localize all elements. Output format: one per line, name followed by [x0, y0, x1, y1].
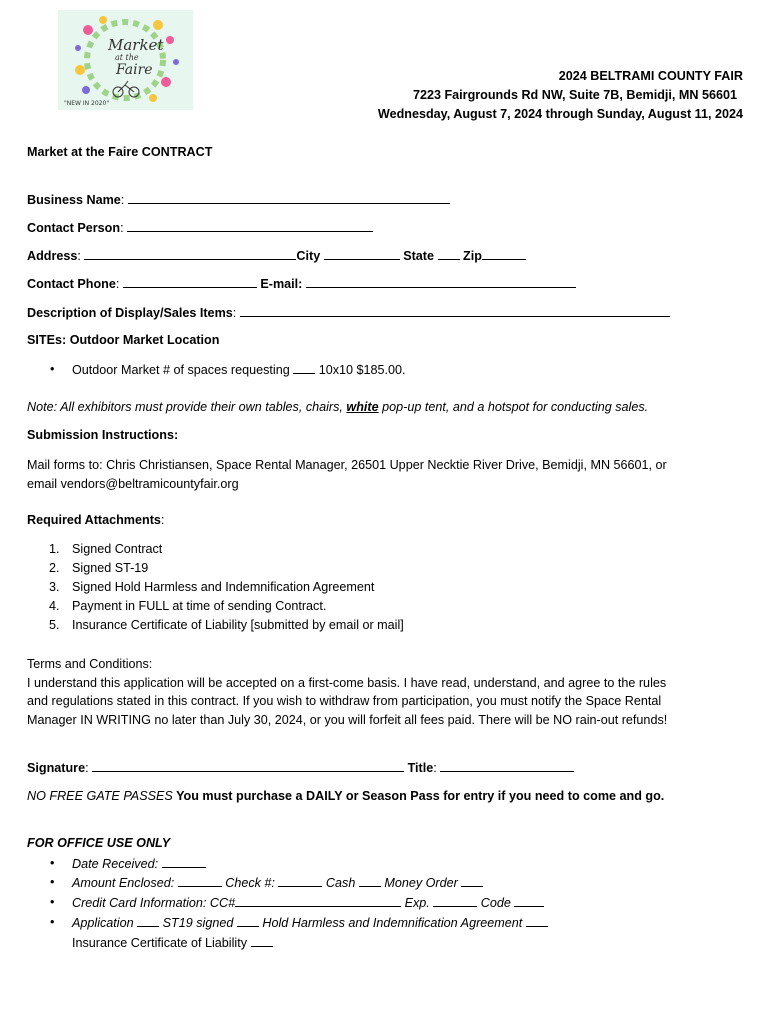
- st19-signed-blank[interactable]: [237, 915, 259, 927]
- spaces-blank[interactable]: [293, 362, 315, 374]
- office-insurance-row: [72, 935, 273, 950]
- money-order-blank[interactable]: [461, 875, 483, 887]
- space-price-text: 10x10 $185.00.: [318, 363, 406, 377]
- office-bullet: •: [50, 856, 55, 870]
- logo-word-faire: Faire: [116, 62, 153, 78]
- exp-blank[interactable]: [433, 895, 477, 907]
- gate-pass-italic: NO FREE GATE PASSES: [27, 789, 173, 803]
- fair-address: 7223 Fairgrounds Rd NW, Suite 7B, Bemidji, MN 56601: [412, 88, 737, 102]
- note-white-emphasis: white: [346, 400, 379, 414]
- amount-enclosed-blank[interactable]: [178, 875, 222, 887]
- business-name-blank[interactable]: [128, 192, 450, 204]
- zip-label: Zip: [463, 249, 482, 263]
- office-bullet: •: [50, 875, 55, 889]
- attachment-item: Signed Hold Harmless and Indemnification Agreement: [72, 580, 375, 594]
- code-label: Code: [480, 896, 511, 910]
- sites-bullet: •: [50, 362, 55, 376]
- hold-harmless-label: Hold Harmless and Indemnification Agreement: [262, 916, 523, 930]
- business-name-row: Business Name:: [27, 192, 450, 207]
- state-blank[interactable]: [438, 248, 460, 260]
- contact-person-blank[interactable]: [127, 220, 373, 232]
- check-number-blank[interactable]: [278, 875, 322, 887]
- title-blank[interactable]: [440, 760, 574, 772]
- office-date-received: [72, 856, 206, 871]
- application-label: Application: [72, 916, 134, 930]
- sites-heading: SITEs: Outdoor Market Location: [27, 333, 220, 347]
- code-blank[interactable]: [514, 895, 544, 907]
- check-number-label: Check #:: [225, 876, 275, 890]
- office-credit-card-row: [72, 895, 544, 910]
- description-row: Description of Display/Sales Items:: [27, 305, 670, 320]
- attachment-number: 3.: [49, 580, 60, 594]
- description-blank[interactable]: [240, 305, 670, 317]
- exhibitor-note: [27, 400, 648, 414]
- terms-line-2: and regulations stated in this contract. If you wish to withdraw from participation, you must notify the Space Rental: [27, 694, 662, 708]
- attachment-item: Signed ST-19: [72, 561, 149, 575]
- signature-blank[interactable]: [92, 760, 404, 772]
- contact-person-row: Contact Person:: [27, 220, 373, 235]
- state-label: State: [403, 249, 434, 263]
- address-row: Address: City State Zip: [27, 248, 526, 263]
- email-blank[interactable]: [306, 276, 576, 288]
- application-blank[interactable]: [137, 915, 159, 927]
- zip-blank[interactable]: [482, 248, 526, 260]
- office-use-heading: FOR OFFICE USE ONLY: [27, 836, 171, 850]
- title-label: Title: [407, 761, 434, 775]
- signature-label: Signature: [27, 761, 86, 775]
- note-text-c: pop-up tent, and a hotspot for conducting sales.: [378, 400, 649, 414]
- attachment-number: 1.: [49, 542, 60, 556]
- st19-signed-label: ST19 signed: [162, 916, 234, 930]
- market-at-the-faire-logo: [58, 10, 193, 110]
- attachment-number: 2.: [49, 561, 60, 575]
- office-application-row: [72, 915, 548, 930]
- address-blank[interactable]: [84, 248, 296, 260]
- date-received-label: Date Received:: [72, 857, 159, 871]
- spaces-requesting-text: Outdoor Market # of spaces requesting: [72, 363, 290, 377]
- gate-pass-bold: You must purchase a DAILY or Season Pass for entry if you need to come and go.: [172, 789, 665, 803]
- date-received-blank[interactable]: [162, 856, 206, 868]
- insurance-certificate-label: Insurance Certificate of Liability: [72, 936, 247, 950]
- money-order-label: Money Order: [384, 876, 458, 890]
- logo-word-market: Market: [108, 36, 164, 54]
- note-text-a: Note: All exhibitors must provide their own tables, chairs,: [27, 400, 347, 414]
- submission-heading: Submission Instructions:: [27, 428, 179, 442]
- cash-blank[interactable]: [359, 875, 381, 887]
- office-amount-row: [72, 875, 483, 890]
- logo-word-at-the: at the: [115, 53, 139, 62]
- attachment-item: Payment in FULL at time of sending Contract.: [72, 599, 327, 613]
- logo-tagline: "NEW IN 2020": [64, 100, 110, 107]
- amount-enclosed-label: Amount Enclosed:: [72, 876, 175, 890]
- contract-title: Market at the Faire CONTRACT: [27, 145, 213, 159]
- attachment-item: Signed Contract: [72, 542, 163, 556]
- attachment-item: Insurance Certificate of Liability [submitted by email or mail]: [72, 618, 404, 632]
- terms-section: [27, 655, 737, 729]
- business-name-label: Business Name: [27, 193, 121, 207]
- cash-label: Cash: [325, 876, 356, 890]
- logo-graphic: [58, 10, 193, 110]
- city-label: City: [296, 249, 321, 263]
- contact-phone-label: Contact Phone: [27, 277, 116, 291]
- contact-person-label: Contact Person: [27, 221, 121, 235]
- office-bullet: •: [50, 895, 55, 909]
- city-blank[interactable]: [324, 248, 400, 260]
- fair-title: 2024 BELTRAMI COUNTY FAIR: [558, 69, 743, 83]
- attachment-number: 4.: [49, 599, 60, 613]
- terms-line-1: I understand this application will be accepted on a first-come basis. I have read, understand, and agree to the rules: [27, 675, 667, 690]
- exp-label: Exp.: [404, 896, 430, 910]
- hold-harmless-blank[interactable]: [526, 915, 548, 927]
- attachment-number: 5.: [49, 618, 60, 632]
- email-label: E-mail:: [260, 277, 303, 291]
- credit-card-blank[interactable]: [235, 895, 401, 907]
- submission-line-1: Mail forms to: Chris Christiansen, Space Rental Manager, 26501 Upper Necktie River Drive, Bemidji, MN 56601, or: [27, 458, 667, 472]
- terms-line-3: Manager IN WRITING no later than July 30, 2024, or you will forfeit all fees paid. There will be NO rain-out refunds!: [27, 712, 668, 727]
- terms-heading: Terms and Conditions:: [27, 657, 153, 671]
- fair-dates: Wednesday, August 7, 2024 through Sunday, August 11, 2024: [377, 107, 743, 121]
- credit-card-label: Credit Card Information: CC#: [72, 896, 236, 910]
- attachments-heading-row: Required Attachments:: [27, 513, 165, 527]
- submission-line-2: email vendors@beltramicountyfair.org: [27, 476, 239, 491]
- signature-row: Signature: Title:: [27, 760, 574, 775]
- insurance-certificate-blank[interactable]: [251, 935, 273, 947]
- address-label: Address: [27, 249, 78, 263]
- submission-text: [27, 456, 737, 493]
- description-label: Description of Display/Sales Items: [27, 306, 233, 320]
- contact-phone-row: Contact Phone: E-mail:: [27, 276, 576, 291]
- contact-phone-blank[interactable]: [123, 276, 257, 288]
- gate-pass-notice: [27, 789, 664, 803]
- office-bullet: •: [50, 915, 55, 929]
- attachments-heading: Required Attachments: [27, 513, 161, 527]
- sites-item: [72, 362, 406, 377]
